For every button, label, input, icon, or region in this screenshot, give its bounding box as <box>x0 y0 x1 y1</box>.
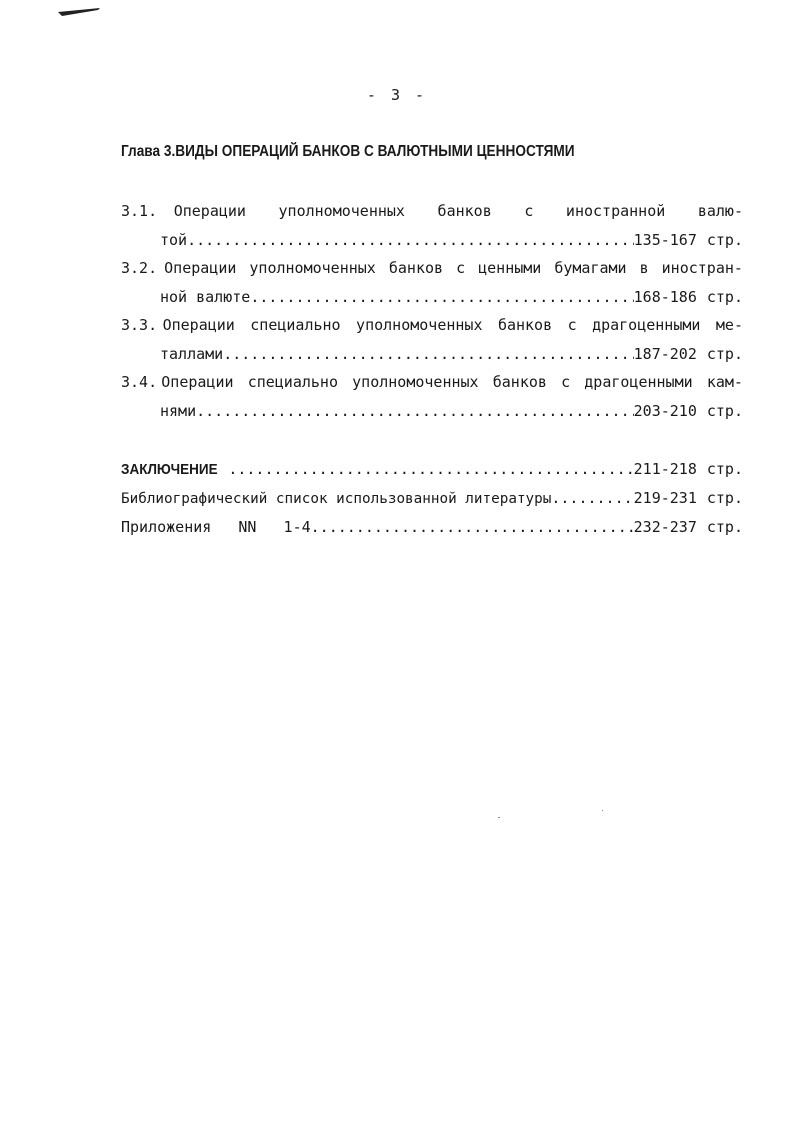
toc-word: с <box>524 202 534 220</box>
toc-word: 3.2. <box>121 259 158 277</box>
toc-word: банков <box>497 316 553 334</box>
toc-word: уполномоченных <box>356 316 483 334</box>
toc-entry-text: Библиографический список использованной литературы <box>121 491 552 507</box>
dot-leader <box>228 459 633 479</box>
toc-entry-bibliography <box>121 488 743 508</box>
page-range: 232-237 <box>633 518 697 536</box>
page-suffix: стр. <box>706 402 743 420</box>
toc-word: кам- <box>706 373 743 391</box>
toc-word: драгоценными <box>584 373 693 391</box>
toc-entry-3-4-line2 <box>160 401 743 421</box>
toc-word: специально <box>250 316 341 334</box>
toc-entry-conclusion <box>121 459 743 479</box>
toc-word: уполномоченных <box>249 259 376 277</box>
dot-leader <box>311 517 634 537</box>
toc-word: иностранной <box>565 202 666 220</box>
page-suffix: стр. <box>706 460 743 478</box>
toc-word: ме- <box>715 316 743 334</box>
toc-entry-text: нями <box>160 402 197 420</box>
dot-leader <box>250 287 633 307</box>
toc-entry-3-1-line1 <box>121 201 743 221</box>
dot-leader <box>196 401 634 421</box>
toc-word: бумагами <box>554 259 627 277</box>
toc-word: с <box>567 316 577 334</box>
page-range: 211-218 <box>633 460 697 478</box>
toc-entry-text: Приложения NN 1-4 <box>121 518 311 536</box>
toc-word: с <box>561 373 571 391</box>
toc-entry-3-3-line1 <box>121 315 743 335</box>
page-suffix: стр. <box>706 288 743 306</box>
toc-word: драгоценными <box>592 316 701 334</box>
toc-word: банков <box>388 259 444 277</box>
chapter-heading: Глава 3.ВИДЫ ОПЕРАЦИЙ БАНКОВ С ВАЛЮТНЫМИ ЦЕННОСТЯМИ <box>121 143 575 160</box>
dot-leader <box>223 344 633 364</box>
page-suffix: стр. <box>706 345 743 363</box>
page-range: 135-167 <box>633 231 697 249</box>
toc-word: Операции <box>173 202 246 220</box>
scan-speck <box>602 810 603 811</box>
scan-speck <box>498 817 500 818</box>
toc-word: уполномоченных <box>278 202 405 220</box>
page-range: 203-210 <box>633 402 697 420</box>
toc-word: ценными <box>478 259 542 277</box>
toc-entry-text: ЗАКЛЮЧЕНИЕ <box>121 461 218 478</box>
toc-entry-appendices <box>121 517 743 537</box>
toc-word: с <box>456 259 466 277</box>
dot-leader <box>187 230 634 250</box>
toc-entry-text: ной валюте <box>160 288 251 306</box>
toc-entry-3-2-line1 <box>121 258 743 278</box>
toc-entry-3-3-line2 <box>160 344 743 364</box>
toc-word: банков <box>492 373 547 391</box>
toc-word: банков <box>437 202 492 220</box>
toc-entry-3-2-line2 <box>160 287 743 307</box>
page-suffix: стр. <box>706 518 743 536</box>
page-range: 168-186 <box>633 288 697 306</box>
toc-entry-3-4-line1 <box>121 372 743 392</box>
page-range: 219-231 <box>633 489 697 507</box>
toc-entry-text: той <box>160 231 188 249</box>
scan-mark <box>58 8 100 16</box>
page-suffix: стр. <box>706 489 743 507</box>
toc-word: иностран- <box>661 259 743 277</box>
toc-word: специально <box>247 373 338 391</box>
page-number: - 3 - <box>366 86 428 104</box>
toc-word: валю- <box>697 202 743 220</box>
toc-word: 3.3. <box>121 316 158 334</box>
toc-word: Операции <box>164 259 237 277</box>
toc-entry-text: таллами <box>160 345 224 363</box>
toc-word: Операции <box>161 373 234 391</box>
toc-word: в <box>639 259 649 277</box>
toc-word: Операции <box>162 316 235 334</box>
toc-word: 3.4. <box>121 373 158 391</box>
page-suffix: стр. <box>706 231 743 249</box>
page-range: 187-202 <box>633 345 697 363</box>
dot-leader <box>551 488 633 508</box>
toc-word: 3.1. <box>121 202 158 220</box>
toc-entry-3-1-line2 <box>160 230 743 250</box>
toc-word: уполномоченных <box>352 373 479 391</box>
